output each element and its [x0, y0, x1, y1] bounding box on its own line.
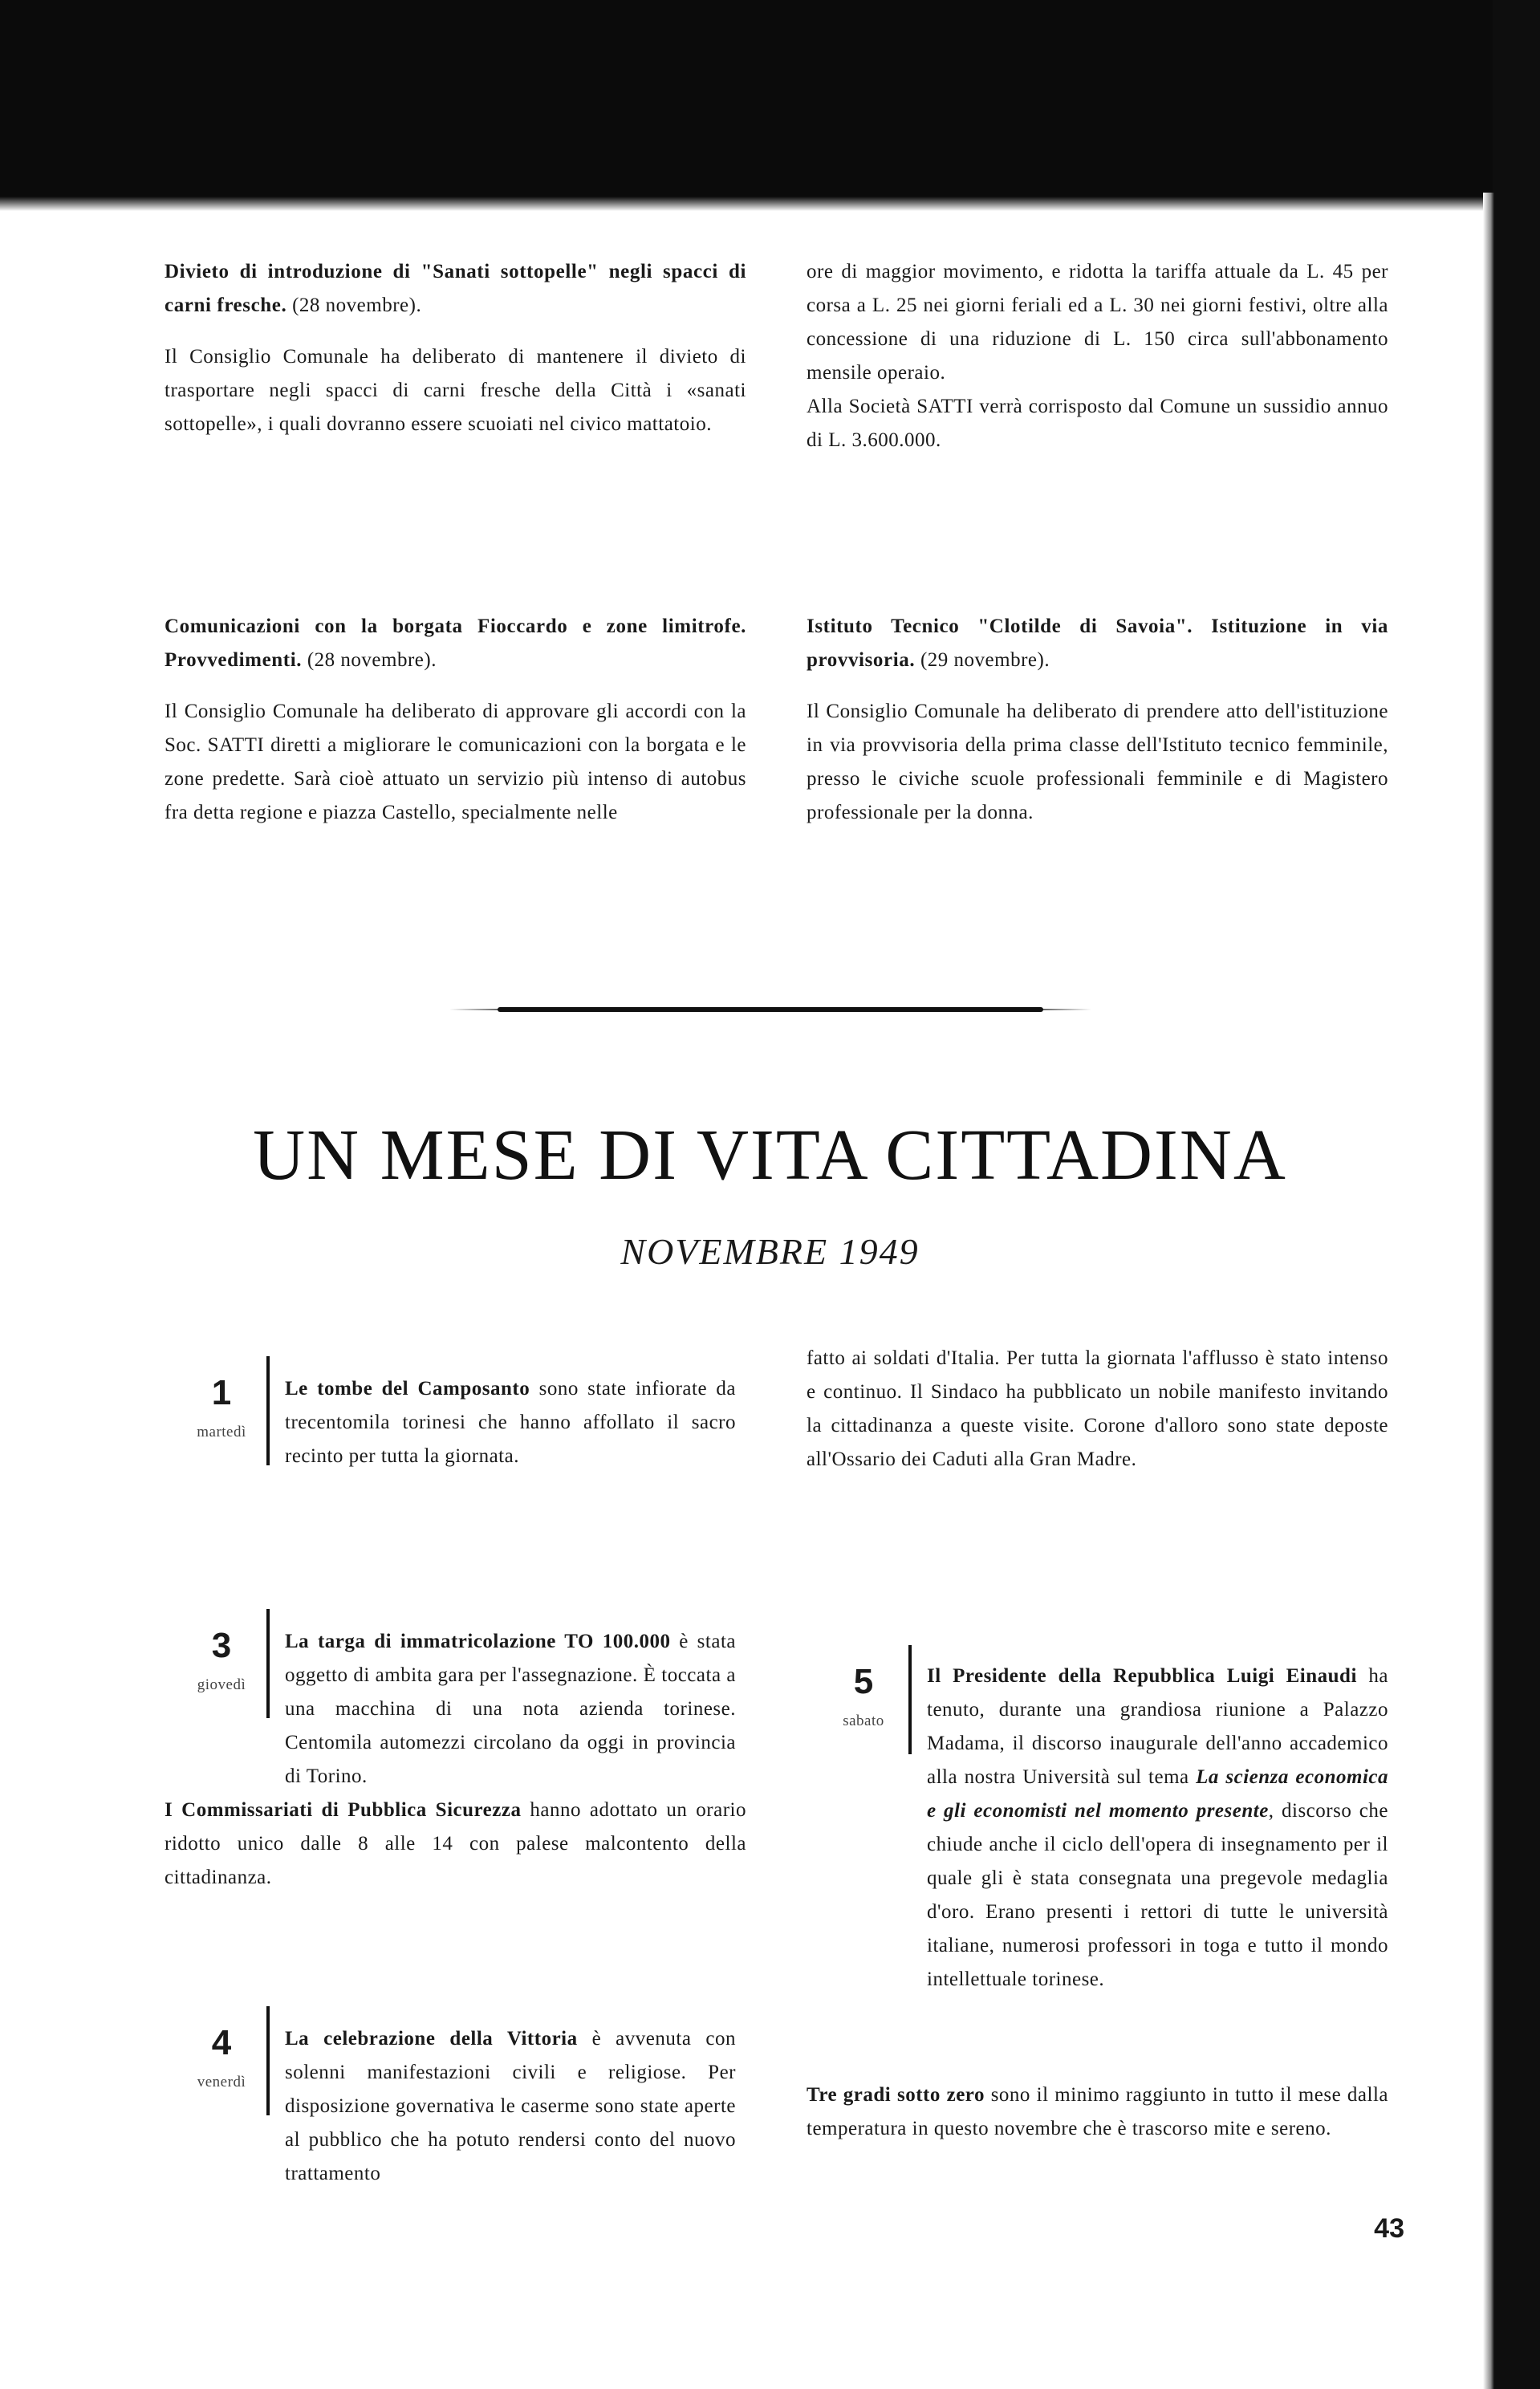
date-weekday: giovedì: [197, 1676, 246, 1693]
entry-body: sono state infiorate da trecentomila torinesi che hanno affollato il sacro recinto per tutta la giornata.: [285, 1378, 737, 1467]
page-number: 43: [1374, 2213, 1404, 2244]
article-body: ore di maggior movimento, e ridotta la tariffa attuale da L. 45 per corsa a L. 25 nei giorni feriali ed a L. 30 nei giorni festivi, oltre alla concessione di una riduzione di L. 150 circa sull'abbonamento mensile operaio.: [807, 261, 1388, 384]
temperature-note: [807, 2078, 1388, 2146]
article-headline: Comunicazioni con la borgata Fioccardo e zone limitrofe. Provvedimenti.: [165, 616, 746, 671]
entry-body: , discorso che chiude anche il ciclo dell'opera di insegnamento per il quale gli è stata consegnata una pregevole medaglia d'oro. Erano presenti i rettori di tutte le università italiane, numerosi professori in toga e tutto il mondo intellettuale torinese.: [927, 1800, 1388, 1990]
entry-lead: La celebrazione della Vittoria: [285, 2028, 578, 2050]
entry-4-text: [285, 2022, 736, 2191]
article-divieto-sanati: [165, 255, 746, 441]
entry-body: ha tenuto, durante una grandiosa riunione a Palazzo Madama, il discorso inaugurale dell'anno accademico alla nostra Università sul tema: [927, 1665, 1388, 1788]
entry-lead: Le tombe del Camposanto: [285, 1378, 530, 1400]
date-number: 5: [853, 1662, 874, 1701]
entry-1-text: [285, 1372, 736, 1473]
date-box-5: [819, 1645, 912, 1754]
entry-body: sono il minimo raggiunto in tutto il mese dalla temperatura in questo novembre che è trascorso mite e sereno.: [807, 2084, 1388, 2139]
date-box-4: [177, 2006, 270, 2115]
article-body: Il Consiglio Comunale ha deliberato di prendere atto dell'istituzione in via provvisoria della prima classe dell'Istituto tecnico femminile, presso le civiche scuole professionali femminile e di Magistero professionale per la donna.: [807, 701, 1388, 823]
entry-lead: Tre gradi sotto zero: [807, 2084, 985, 2106]
article-headline: Istituto Tecnico "Clotilde di Savoia". Istituzione in via provvisoria.: [807, 616, 1388, 671]
scan-top-band: [0, 0, 1540, 205]
article-istituto-tecnico: [807, 610, 1388, 830]
article-body: Alla Società SATTI verrà corrisposto dal Comune un sussidio annuo di L. 3.600.000.: [807, 396, 1388, 451]
entry-body: fatto ai soldati d'Italia. Per tutta la giornata l'afflusso è stato intenso e continuo. Il Sindaco ha pubblicato un nobile manifesto invitando la cittadinanza a queste visite. Corone d'alloro sono state deposte all'Ossario dei Caduti alla Gran Madre.: [807, 1347, 1388, 1470]
date-weekday: sabato: [843, 1713, 884, 1729]
entry-5-text: [927, 1660, 1388, 1997]
entry-lead: La targa di immatricolazione TO 100.000: [285, 1631, 671, 1652]
date-number: 4: [211, 2023, 232, 2062]
entry-lead: I Commissariati di Pubblica Sicurezza: [165, 1799, 522, 1821]
article-body: Il Consiglio Comunale ha deliberato di approvare gli accordi con la Soc. SATTI diretti a migliorare le comunicazioni con la borgata e le zone predette. Sarà cioè attuato un servizio più intenso di autobus fra detta regione e piazza Castello, specialmente nelle: [165, 701, 746, 823]
article-headline: Divieto di introduzione di "Sanati sottopelle" negli spacci di carni fresche.: [165, 261, 746, 316]
entry-body: è avvenuta con solenni manifestazioni civili e religiose. Per disposizione governativa le caserme sono state aperte al pubblico che ha potuto rendersi conto del nuovo trattamento: [285, 2028, 736, 2184]
date-box-1: [177, 1356, 270, 1465]
article-date: (28 novembre).: [307, 649, 437, 671]
entry-body: è stata oggetto di ambita gara per l'assegnazione. È toccata a una macchina di una nota azienda torinese. Centomila automezzi circolano da oggi in provincia di Torino.: [285, 1631, 736, 1787]
section-title: UN MESE DI VITA CITTADINA: [253, 1115, 1287, 1195]
entry-3-text: [285, 1625, 736, 1794]
date-number: 1: [211, 1373, 232, 1412]
date-weekday: venerdì: [197, 2074, 246, 2090]
date-box-3: [177, 1609, 270, 1718]
article-borgata-fioccardo: [165, 610, 746, 830]
article-date: (29 novembre).: [920, 649, 1050, 671]
scan-right-edge: [1483, 193, 1494, 2389]
article-date: (28 novembre).: [292, 295, 422, 316]
section-divider: [498, 1007, 1043, 1012]
section-subtitle: NOVEMBRE 1949: [620, 1231, 920, 1272]
article-satti-continuation: [807, 255, 1388, 457]
entry-lead: Il Presidente della Repubblica Luigi Einaudi: [927, 1665, 1357, 1687]
entry-3-commissariati: [165, 1794, 746, 1895]
date-weekday: martedì: [197, 1424, 246, 1440]
date-number: 3: [211, 1626, 232, 1665]
entry-body: hanno adottato un orario ridotto unico dalle 8 alle 14 con palese malcontento della cittadinanza.: [165, 1799, 746, 1888]
entry-4-continuation: [807, 1342, 1388, 1477]
scan-top-edge: [0, 197, 1540, 211]
lecture-title: La scienza economica e gli economisti nel momento presente: [927, 1766, 1388, 1822]
article-body: Il Consiglio Comunale ha deliberato di mantenere il divieto di trasportare negli spacci di carni fresche della Città i «sanati sottopelle», i quali dovranno essere scuoiati nel civico mattatoio.: [165, 346, 746, 435]
